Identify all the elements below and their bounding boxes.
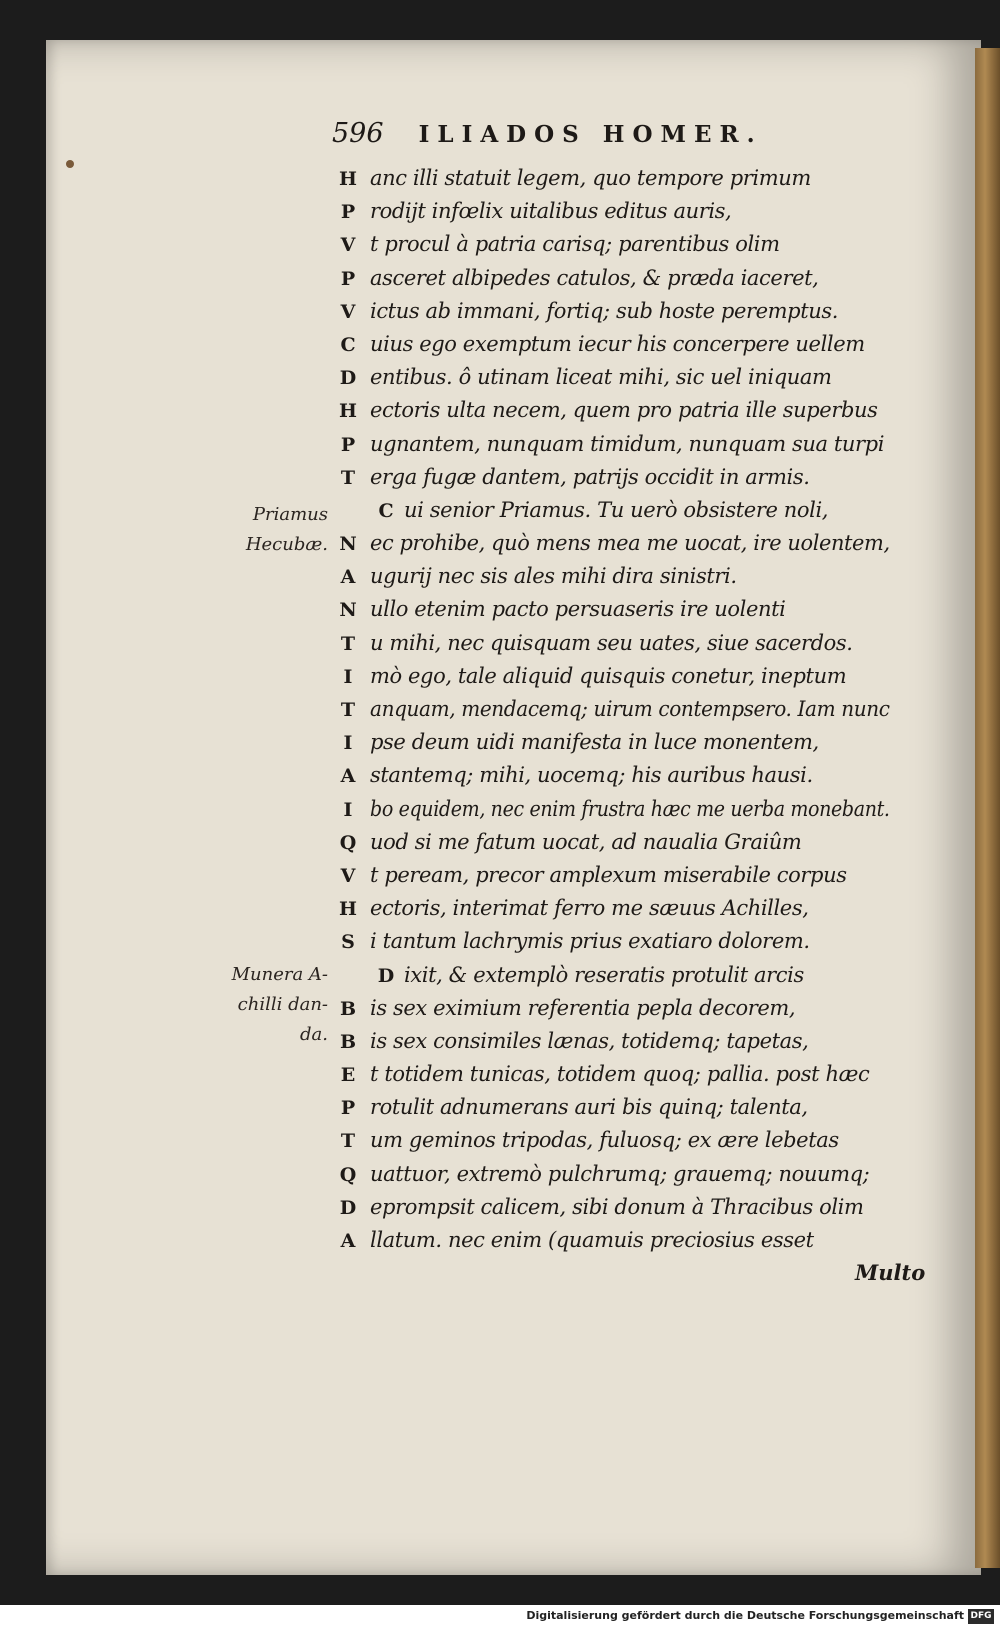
verse-initial: C bbox=[378, 499, 394, 522]
running-title: ILIADOS HOMER. bbox=[418, 121, 763, 148]
verse-text: t peream, precor amplexum miserabile corpus bbox=[370, 862, 847, 887]
verse-initial: A bbox=[340, 1230, 356, 1252]
verse-line bbox=[330, 531, 890, 564]
margin-note-munera bbox=[205, 960, 328, 1050]
catchword: Multo bbox=[855, 1260, 926, 1285]
margin-note-line: da. bbox=[300, 1024, 328, 1045]
verse-initial: P bbox=[340, 201, 356, 224]
verse-text: t procul à patria carisq; parentibus olim bbox=[370, 232, 780, 257]
verse-text: pse deum uidi manifesta in luce monentem, bbox=[370, 730, 819, 755]
verse-text: ectoris ulta necem, quem pro patria ille superbus bbox=[370, 398, 878, 423]
verse-text: ugnantem, nunquam timidum, nunquam sua turpi bbox=[370, 431, 885, 456]
verse-initial: B bbox=[339, 997, 357, 1020]
verse-line bbox=[330, 863, 890, 896]
verse-text: um geminos tripodas, fuluosq; ex ære lebetas bbox=[370, 1128, 839, 1153]
verse-line bbox=[330, 398, 890, 431]
verse-text: ictus ab immani, fortiq; sub hoste peremptus. bbox=[370, 298, 839, 323]
verse-text: i tantum lachrymis prius exatiaro dolorem. bbox=[370, 929, 810, 954]
margin-note-line: Priamus bbox=[252, 504, 328, 525]
verse-line bbox=[330, 830, 890, 863]
verse-initial: Q bbox=[339, 1163, 357, 1186]
verse-line bbox=[330, 166, 890, 199]
verse-line bbox=[330, 996, 890, 1029]
dfg-logo: DFG bbox=[968, 1609, 994, 1624]
verse-line bbox=[330, 1062, 890, 1095]
verse-initial: D bbox=[339, 1196, 357, 1219]
verse-text: t totidem tunicas, totidem quoq; pallia. post hæc bbox=[370, 1062, 870, 1087]
verse-line bbox=[330, 266, 890, 299]
verse-initial: T bbox=[340, 466, 356, 489]
verse-line bbox=[330, 365, 890, 398]
verse-text: erga fugæ dantem, patrijs occidit in armis. bbox=[370, 464, 810, 489]
verse-text: uius ego exemptum iecur his concerpere uellem bbox=[370, 331, 865, 356]
verse-line bbox=[330, 1128, 890, 1161]
page-edge bbox=[975, 48, 1000, 1568]
verse-initial: N bbox=[339, 599, 357, 622]
verse-line bbox=[330, 631, 890, 664]
verse-line bbox=[330, 564, 890, 597]
verse-initial: D bbox=[339, 367, 357, 390]
verse-initial: P bbox=[340, 433, 356, 456]
verse-text: mò ego, tale aliquid quisquis conetur, ineptum bbox=[370, 663, 847, 688]
verse-text: u mihi, nec quisquam seu uates, siue sacerdos. bbox=[370, 630, 853, 655]
margin-note-line: chilli dan- bbox=[237, 994, 328, 1015]
verse-initial: Q bbox=[339, 831, 357, 854]
verse-line bbox=[330, 697, 890, 730]
verse-initial: H bbox=[339, 400, 357, 423]
verse-text: asceret albipedes catulos, & præda iaceret, bbox=[370, 265, 819, 290]
verse-line bbox=[330, 232, 890, 265]
verse-text: ixit, & extemplò reseratis protulit arcis bbox=[404, 962, 804, 987]
verse-text: eprompsit calicem, sibi donum à Thracibus olim bbox=[370, 1194, 864, 1219]
verse-line bbox=[330, 1162, 890, 1195]
verse-initial: H bbox=[339, 168, 357, 190]
verse-text: uod si me fatum uocat, ad naualia Graiûm bbox=[370, 829, 802, 854]
verse-initial: H bbox=[339, 898, 357, 921]
verse-initial: I bbox=[343, 665, 353, 688]
digitization-footer bbox=[0, 1605, 1000, 1628]
footer-credit: Digitalisierung gefördert durch die Deutsche Forschungsgemeinschaft bbox=[526, 1609, 964, 1622]
verse-line bbox=[330, 963, 890, 996]
margin-ink-spot bbox=[66, 160, 74, 168]
verse-text: rodijt infœlix uitalibus editus auris, bbox=[370, 199, 732, 224]
verse-text: anquam, mendacemq; uirum contempsero. Iam nunc bbox=[370, 697, 890, 721]
verse-initial: B bbox=[339, 1030, 357, 1053]
verse-initial: A bbox=[340, 566, 356, 589]
margin-note-line: Munera A- bbox=[231, 964, 328, 985]
verse-text: ectoris, interimat ferro me sæuus Achilles, bbox=[370, 896, 809, 921]
verse-initial: P bbox=[340, 267, 356, 290]
verse-line bbox=[330, 896, 890, 929]
verse-initial: A bbox=[340, 765, 356, 788]
verse-initial: E bbox=[340, 1064, 356, 1087]
verse-initial: P bbox=[340, 1097, 356, 1120]
verse-initial: V bbox=[340, 864, 356, 887]
verse-line bbox=[330, 498, 890, 531]
verse-line bbox=[330, 432, 890, 465]
verse-text: rotulit adnumerans auri bis quinq; talenta, bbox=[370, 1095, 808, 1120]
verse-initial: T bbox=[340, 1130, 356, 1153]
verse-text: uattuor, extremò pulchrumq; grauemq; nouumq; bbox=[370, 1161, 870, 1186]
verse-line bbox=[330, 763, 890, 796]
verse-text: bo equidem, nec enim frustra hæc me uerba monebant. bbox=[370, 796, 890, 821]
verse-text: anc illi statuit legem, quo tempore primum bbox=[370, 166, 811, 190]
verse-line bbox=[330, 664, 890, 697]
verse-text: ugurij nec sis ales mihi dira sinistri. bbox=[370, 564, 737, 589]
page-number: 596 bbox=[332, 118, 384, 149]
verse-text: is sex consimiles lænas, totidemq; tapetas, bbox=[370, 1028, 809, 1053]
verse-initial: D bbox=[377, 964, 395, 987]
verse-line bbox=[330, 465, 890, 498]
verse-line bbox=[330, 1029, 890, 1062]
verse-text: ullo etenim pacto persuaseris ire uolenti bbox=[370, 597, 786, 622]
verse-initial: N bbox=[339, 533, 357, 556]
verse-initial: S bbox=[341, 931, 355, 954]
verse-line bbox=[330, 1095, 890, 1128]
verse-text: llatum. nec enim (quamuis preciosius esset bbox=[370, 1228, 814, 1252]
verse-line bbox=[330, 1195, 890, 1228]
verse-initial: I bbox=[343, 798, 353, 821]
verse-initial: I bbox=[343, 732, 353, 755]
verse-text: is sex eximium referentia pepla decorem, bbox=[370, 995, 796, 1020]
verse-text: entibus. ô utinam liceat mihi, sic uel iniquam bbox=[370, 365, 832, 390]
verse-line bbox=[330, 332, 890, 365]
verse-initial: V bbox=[340, 300, 356, 323]
verse-line bbox=[330, 299, 890, 332]
verse-text: ec prohibe, quò mens mea me uocat, ire uolentem, bbox=[370, 531, 890, 556]
verse-line bbox=[330, 929, 890, 962]
verse-line bbox=[330, 597, 890, 630]
verse-text: ui senior Priamus. Tu uerò obsistere noli, bbox=[404, 497, 829, 522]
verse-initial: C bbox=[340, 333, 356, 356]
verse-initial: T bbox=[340, 699, 356, 721]
verse-line bbox=[330, 730, 890, 763]
margin-note-priamus bbox=[210, 500, 328, 560]
page-header bbox=[332, 118, 763, 149]
verse-text: stantemq; mihi, uocemq; his auribus hausi. bbox=[370, 763, 813, 788]
verse-line bbox=[330, 797, 890, 830]
verse-block bbox=[330, 166, 890, 1261]
verse-line bbox=[330, 199, 890, 232]
verse-initial: V bbox=[340, 234, 356, 257]
verse-initial: T bbox=[340, 632, 356, 655]
margin-note-line: Hecubæ. bbox=[245, 534, 328, 555]
verse-line bbox=[330, 1228, 890, 1261]
